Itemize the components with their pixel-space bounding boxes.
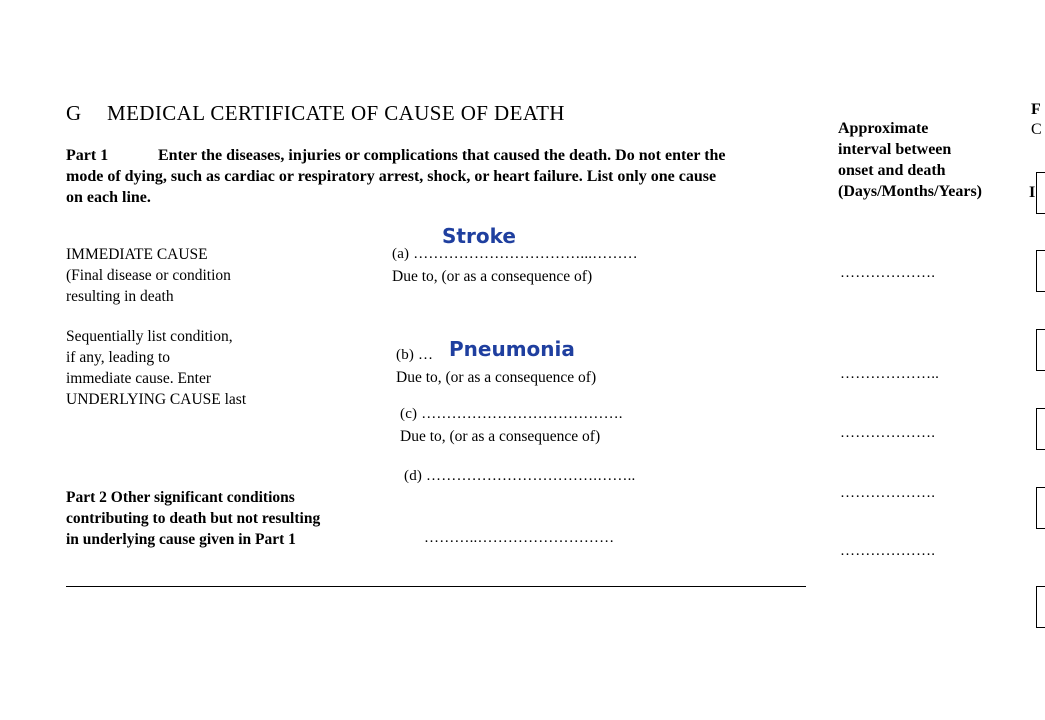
part2-line1-rest: Other significant conditions bbox=[110, 489, 295, 506]
immediate-cause-label bbox=[66, 244, 231, 307]
code-box-1[interactable] bbox=[1036, 172, 1045, 214]
bottom-rule bbox=[66, 586, 806, 587]
sequential-label bbox=[66, 326, 246, 410]
code-box-5[interactable] bbox=[1036, 487, 1045, 529]
code-box-4[interactable] bbox=[1036, 408, 1045, 450]
due-to-a: Due to, (or as a consequence of) bbox=[392, 268, 593, 285]
entry-b-pneumonia[interactable]: Pneumonia bbox=[449, 337, 575, 361]
sequential-line3: immediate cause. Enter bbox=[66, 370, 212, 387]
sequential-line2: if any, leading to bbox=[66, 349, 171, 366]
entry-a-stroke[interactable]: Stroke bbox=[442, 224, 516, 248]
line-b-dots[interactable]: (b) … bbox=[396, 347, 434, 363]
section-letter: G bbox=[66, 101, 82, 125]
part2-dots[interactable]: ………..……………………… bbox=[424, 530, 615, 546]
edge-letter-i: I bbox=[1029, 184, 1036, 201]
part1-instruction-line2: mode of dying, such as cardiac or respiratory arrest, shock, or heart failure. List only one cause bbox=[66, 168, 717, 185]
line-a-dots[interactable]: (a) ……………………………...……… bbox=[392, 246, 638, 262]
line-c-dots[interactable]: (c) …………………………………. bbox=[400, 406, 623, 422]
code-box-2[interactable] bbox=[1036, 250, 1045, 292]
interval-header-line4: (Days/Months/Years) bbox=[838, 183, 982, 200]
due-to-c: Due to, (or as a consequence of) bbox=[400, 428, 601, 445]
due-to-b: Due to, (or as a consequence of) bbox=[396, 369, 597, 386]
line-d-dots[interactable]: (d) …………………………….…….. bbox=[404, 468, 636, 484]
page-title: MEDICAL CERTIFICATE OF CAUSE OF DEATH bbox=[107, 101, 565, 125]
interval-header-line2: interval between bbox=[838, 141, 952, 158]
part2-label: Part 2 bbox=[66, 489, 107, 506]
interval-a[interactable]: ………………. bbox=[840, 265, 936, 281]
interval-header bbox=[838, 118, 982, 202]
part1-instruction-line3: on each line. bbox=[66, 189, 151, 206]
sequential-line1: Sequentially list condition, bbox=[66, 328, 233, 345]
immediate-line1: IMMEDIATE CAUSE bbox=[66, 246, 208, 263]
interval-b[interactable]: ……………….. bbox=[840, 366, 940, 382]
part2-line1 bbox=[66, 487, 295, 508]
code-box-3[interactable] bbox=[1036, 329, 1045, 371]
part2-line3: in underlying cause given in Part 1 bbox=[66, 531, 296, 548]
interval-header-line1: Approximate bbox=[838, 120, 929, 137]
immediate-line3: resulting in death bbox=[66, 288, 174, 305]
part1-label: Part 1 bbox=[66, 147, 109, 164]
edge-letter-f: F bbox=[1031, 101, 1041, 118]
interval-c[interactable]: ………………. bbox=[840, 425, 936, 441]
interval-part2[interactable]: ………………. bbox=[840, 543, 936, 559]
interval-d[interactable]: ………………. bbox=[840, 485, 936, 501]
edge-letter-c: C bbox=[1031, 121, 1042, 138]
sequential-line4: UNDERLYING CAUSE last bbox=[66, 391, 247, 408]
interval-header-line3: onset and death bbox=[838, 162, 946, 179]
part2-line2: contributing to death but not resulting bbox=[66, 510, 321, 527]
code-box-6[interactable] bbox=[1036, 586, 1045, 628]
part1-instruction-line1: Enter the diseases, injuries or complications that caused the death. Do not enter the bbox=[158, 147, 726, 164]
immediate-line2: (Final disease or condition bbox=[66, 267, 231, 284]
